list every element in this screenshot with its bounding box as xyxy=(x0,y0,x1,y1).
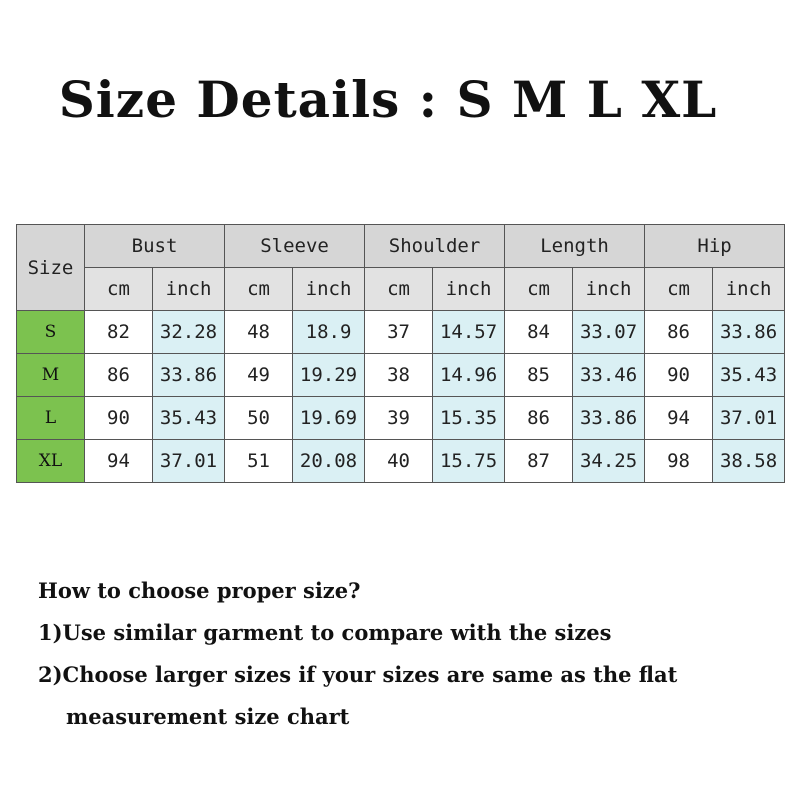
table-row xyxy=(17,311,785,354)
hip-cm-value: 94 xyxy=(645,397,713,440)
hip-header: Hip xyxy=(645,225,785,268)
bust-inch-value: 33.86 xyxy=(153,354,225,397)
hip-inch-value: 35.43 xyxy=(713,354,785,397)
bust-inch-value: 37.01 xyxy=(153,440,225,483)
length-cm-value: 86 xyxy=(505,397,573,440)
table-row xyxy=(17,440,785,483)
page-title: Size Details : S M L XL xyxy=(58,70,718,129)
hip-cm-value: 98 xyxy=(645,440,713,483)
length-inch-value: 33.07 xyxy=(573,311,645,354)
unit-inch-header: inch xyxy=(293,268,365,311)
bust-cm-value: 86 xyxy=(85,354,153,397)
length-header: Length xyxy=(505,225,645,268)
shoulder-cm-value: 37 xyxy=(365,311,433,354)
hip-inch-value: 38.58 xyxy=(713,440,785,483)
hip-inch-value: 37.01 xyxy=(713,397,785,440)
shoulder-inch-value: 14.57 xyxy=(433,311,505,354)
sleeve-cm-value: 50 xyxy=(225,397,293,440)
measurement-header-row xyxy=(17,225,785,268)
length-inch-value: 33.86 xyxy=(573,397,645,440)
shoulder-cm-value: 40 xyxy=(365,440,433,483)
bust-cm-value: 82 xyxy=(85,311,153,354)
unit-cm-header: cm xyxy=(225,268,293,311)
shoulder-inch-value: 15.75 xyxy=(433,440,505,483)
shoulder-cm-value: 38 xyxy=(365,354,433,397)
size-label: M xyxy=(17,354,85,397)
length-cm-value: 85 xyxy=(505,354,573,397)
sleeve-inch-value: 20.08 xyxy=(293,440,365,483)
bust-cm-value: 94 xyxy=(85,440,153,483)
bust-cm-value: 90 xyxy=(85,397,153,440)
sleeve-cm-value: 49 xyxy=(225,354,293,397)
unit-cm-header: cm xyxy=(645,268,713,311)
table-row xyxy=(17,397,785,440)
size-column-header: Size xyxy=(17,225,85,311)
shoulder-header: Shoulder xyxy=(365,225,505,268)
unit-cm-header: cm xyxy=(365,268,433,311)
notes-heading: How to choose proper size? xyxy=(38,578,361,603)
size-label: XL xyxy=(17,440,85,483)
shoulder-inch-value: 14.96 xyxy=(433,354,505,397)
shoulder-cm-value: 39 xyxy=(365,397,433,440)
sleeve-cm-value: 48 xyxy=(225,311,293,354)
unit-cm-header: cm xyxy=(85,268,153,311)
size-label: S xyxy=(17,311,85,354)
hip-cm-value: 86 xyxy=(645,311,713,354)
bust-inch-value: 32.28 xyxy=(153,311,225,354)
bust-inch-value: 35.43 xyxy=(153,397,225,440)
note-item: 2)Choose larger sizes if your sizes are same as the flat xyxy=(38,662,678,687)
length-inch-value: 34.25 xyxy=(573,440,645,483)
sleeve-cm-value: 51 xyxy=(225,440,293,483)
unit-inch-header: inch xyxy=(713,268,785,311)
unit-inch-header: inch xyxy=(573,268,645,311)
unit-inch-header: inch xyxy=(153,268,225,311)
hip-inch-value: 33.86 xyxy=(713,311,785,354)
bust-header: Bust xyxy=(85,225,225,268)
size-table xyxy=(16,224,785,483)
unit-header-row xyxy=(17,268,785,311)
sleeve-header: Sleeve xyxy=(225,225,365,268)
note-item: 1)Use similar garment to compare with the sizes xyxy=(38,620,612,645)
hip-cm-value: 90 xyxy=(645,354,713,397)
table-row xyxy=(17,354,785,397)
size-guide-notes xyxy=(38,570,677,738)
length-cm-value: 84 xyxy=(505,311,573,354)
note-item: measurement size chart xyxy=(66,704,350,729)
shoulder-inch-value: 15.35 xyxy=(433,397,505,440)
length-cm-value: 87 xyxy=(505,440,573,483)
sleeve-inch-value: 19.29 xyxy=(293,354,365,397)
size-label: L xyxy=(17,397,85,440)
sleeve-inch-value: 19.69 xyxy=(293,397,365,440)
sleeve-inch-value: 18.9 xyxy=(293,311,365,354)
unit-inch-header: inch xyxy=(433,268,505,311)
length-inch-value: 33.46 xyxy=(573,354,645,397)
unit-cm-header: cm xyxy=(505,268,573,311)
